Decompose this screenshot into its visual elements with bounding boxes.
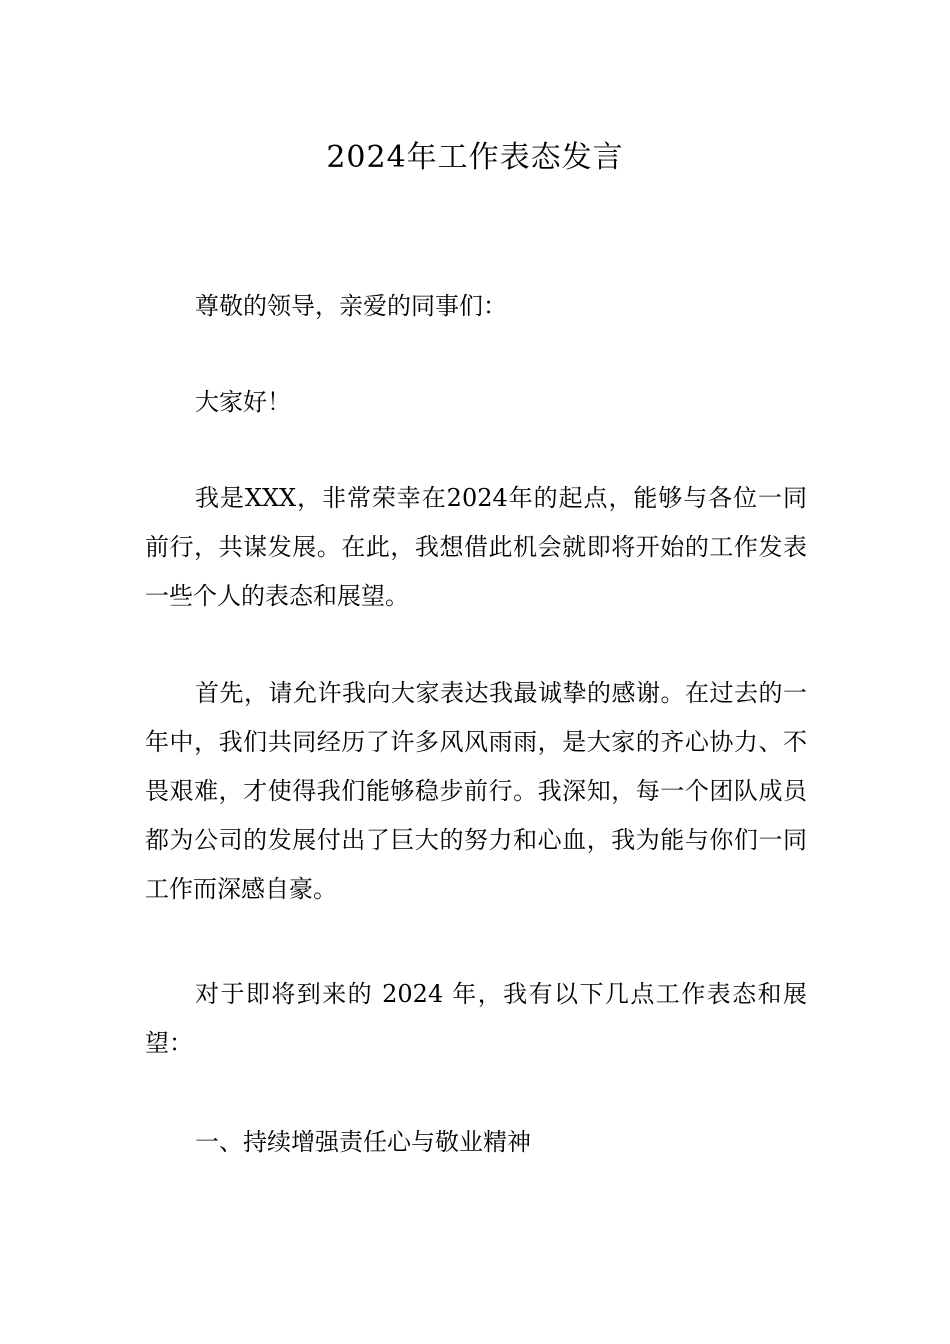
document-title: 2024年工作表态发言 (326, 140, 624, 175)
section-heading-1: 一、持续增强责任心与敬业精神 (195, 1128, 531, 1156)
hello-paragraph: 大家好！ (195, 388, 291, 416)
outlook-paragraph: 对于即将到来的 2024 年，我有以下几点工作表态和展望： (145, 980, 807, 1057)
thanks-paragraph: 首先，请允许我向大家表达我最诚挚的感谢。在过去的一年中，我们共同经历了许多风风雨雨，是大家的齐心协力、不畏艰难，才使得我们能够稳步前行。我深知，每一个团队成员都为公司的发展付出了巨大的努力和心血，我为能与你们一同工作而深感自豪。 (145, 679, 807, 903)
greeting-paragraph: 尊敬的领导，亲爱的同事们： (195, 292, 507, 320)
intro-paragraph: 我是XXX，非常荣幸在2024年的起点，能够与各位一同前行，共谋发展。在此，我想借此机会就即将开始的工作发表一些个人的表态和展望。 (145, 484, 807, 610)
